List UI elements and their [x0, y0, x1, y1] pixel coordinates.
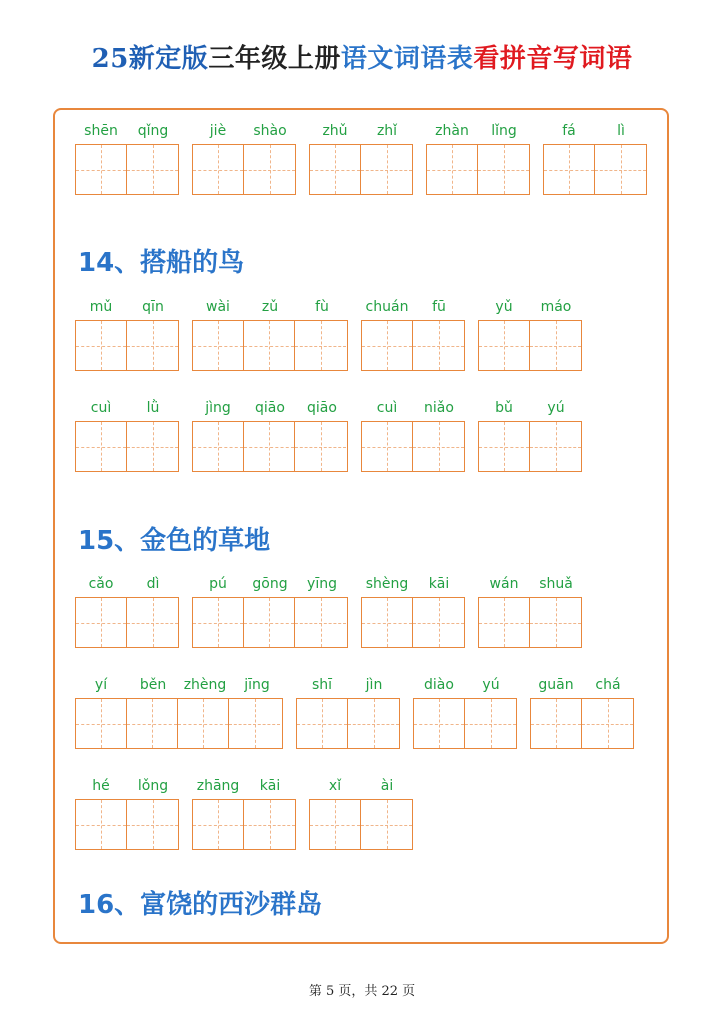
pinyin-line: [75, 575, 179, 597]
tianzige-box[interactable]: [76, 422, 127, 471]
tianzige-box[interactable]: [127, 598, 178, 647]
pinyin-line: [478, 399, 582, 421]
pinyin-syllable: yīng: [307, 576, 337, 592]
pinyin-syllable: kāi: [428, 576, 450, 592]
writing-grid: [361, 421, 465, 472]
pinyin-line: [75, 399, 179, 421]
pinyin-syllable: shēn: [84, 123, 118, 139]
pinyin-syllable: jiè: [209, 123, 227, 139]
tianzige-box[interactable]: [127, 422, 178, 471]
tianzige-box[interactable]: [361, 800, 412, 849]
tianzige-box[interactable]: [413, 598, 464, 647]
pinyin-syllable: zhǔ: [322, 123, 348, 139]
pinyin-syllable: shào: [253, 123, 287, 139]
word-item: [75, 122, 179, 198]
tianzige-box[interactable]: [310, 800, 361, 849]
tianzige-box[interactable]: [127, 321, 178, 370]
pinyin-syllable: zhāng: [196, 778, 240, 794]
writing-grid: [413, 698, 517, 749]
tianzige-box[interactable]: [362, 422, 413, 471]
tianzige-box[interactable]: [244, 145, 295, 194]
word-item: [309, 122, 413, 198]
pinyin-line: [192, 298, 348, 320]
tianzige-box[interactable]: [297, 699, 348, 748]
title-part: 语文词语表: [340, 44, 474, 74]
writing-grid: [75, 320, 179, 371]
pinyin-syllable: bǔ: [495, 400, 513, 416]
pinyin-line: [543, 122, 647, 144]
tianzige-box[interactable]: [193, 800, 244, 849]
tianzige-box[interactable]: [479, 598, 530, 647]
writing-grid: [309, 799, 413, 850]
pinyin-line: [192, 122, 296, 144]
writing-grid: [192, 421, 348, 472]
word-row: [75, 122, 660, 198]
tianzige-box[interactable]: [479, 422, 530, 471]
pinyin-line: [192, 399, 348, 421]
word-item: [75, 399, 179, 475]
tianzige-box[interactable]: [76, 321, 127, 370]
lesson-heading: 15、金色的草地: [78, 526, 271, 556]
tianzige-box[interactable]: [310, 145, 361, 194]
pinyin-syllable: yǔ: [495, 299, 513, 315]
tianzige-box[interactable]: [413, 321, 464, 370]
tianzige-box[interactable]: [427, 145, 478, 194]
tianzige-box[interactable]: [76, 598, 127, 647]
pinyin-syllable: cuì: [90, 400, 112, 416]
tianzige-box[interactable]: [413, 422, 464, 471]
tianzige-box[interactable]: [295, 598, 346, 647]
tianzige-box[interactable]: [544, 145, 595, 194]
word-item: [530, 676, 634, 752]
tianzige-box[interactable]: [362, 321, 413, 370]
tianzige-box[interactable]: [244, 321, 295, 370]
tianzige-box[interactable]: [76, 145, 127, 194]
lesson-heading: 14、搭船的鸟: [78, 248, 245, 278]
tianzige-box[interactable]: [178, 699, 229, 748]
word-row: [75, 399, 595, 475]
pinyin-syllable: yí: [94, 677, 108, 693]
pinyin-line: [361, 298, 465, 320]
writing-grid: [75, 597, 179, 648]
tianzige-box[interactable]: [244, 598, 295, 647]
writing-grid: [192, 799, 296, 850]
pinyin-syllable: fá: [562, 123, 576, 139]
pinyin-syllable: zǔ: [261, 299, 279, 315]
pinyin-syllable: qǐng: [137, 123, 169, 139]
tianzige-box[interactable]: [193, 598, 244, 647]
tianzige-box[interactable]: [595, 145, 646, 194]
word-item: [75, 298, 179, 374]
lesson-heading: 16、富饶的西沙群岛: [78, 890, 323, 920]
tianzige-box[interactable]: [362, 598, 413, 647]
word-item: [478, 399, 582, 475]
word-item: [361, 399, 465, 475]
pinyin-syllable: lǐng: [491, 123, 517, 139]
pinyin-line: [296, 676, 400, 698]
tianzige-box[interactable]: [478, 145, 529, 194]
word-row: [75, 575, 595, 651]
word-row: [75, 676, 647, 752]
pinyin-syllable: yú: [482, 677, 500, 693]
pinyin-line: [75, 298, 179, 320]
pinyin-syllable: dì: [146, 576, 160, 592]
tianzige-box[interactable]: [582, 699, 633, 748]
pinyin-syllable: wán: [489, 576, 519, 592]
writing-grid: [530, 698, 634, 749]
word-item: [192, 122, 296, 198]
pinyin-syllable: guān: [538, 677, 574, 693]
pinyin-line: [361, 575, 465, 597]
writing-grid: [75, 421, 179, 472]
pinyin-syllable: gōng: [252, 576, 288, 592]
word-row: [75, 777, 426, 853]
tianzige-box[interactable]: [127, 800, 178, 849]
pinyin-syllable: qiāo: [255, 400, 285, 416]
pinyin-syllable: kāi: [259, 778, 281, 794]
writing-grid: [478, 597, 582, 648]
pinyin-syllable: lǒng: [137, 778, 169, 794]
title-part: 25新定版: [91, 44, 209, 74]
word-item: [192, 575, 348, 651]
pinyin-syllable: wài: [206, 299, 230, 315]
writing-grid: [361, 597, 465, 648]
pinyin-syllable: zhǐ: [376, 123, 398, 139]
writing-grid: [361, 320, 465, 371]
pinyin-syllable: shī: [311, 677, 333, 693]
pinyin-syllable: jìng: [205, 400, 231, 416]
pinyin-line: [192, 575, 348, 597]
pinyin-syllable: zhèng: [183, 677, 227, 693]
pinyin-line: [530, 676, 634, 698]
pinyin-syllable: mǔ: [89, 299, 113, 315]
pinyin-syllable: lì: [617, 123, 625, 139]
tianzige-box[interactable]: [530, 598, 581, 647]
tianzige-box[interactable]: [465, 699, 516, 748]
word-row: [75, 298, 595, 374]
pinyin-line: [478, 575, 582, 597]
pinyin-syllable: lǜ: [146, 400, 160, 416]
tianzige-box[interactable]: [229, 699, 280, 748]
pinyin-syllable: shuǎ: [539, 576, 573, 592]
tianzige-box[interactable]: [530, 321, 581, 370]
tianzige-box[interactable]: [127, 145, 178, 194]
pinyin-syllable: pú: [209, 576, 227, 592]
pinyin-syllable: xǐ: [328, 778, 342, 794]
pinyin-syllable: niǎo: [424, 400, 454, 416]
writing-grid: [192, 597, 348, 648]
word-item: [413, 676, 517, 752]
word-item: [192, 777, 296, 853]
word-item: [296, 676, 400, 752]
tianzige-box[interactable]: [414, 699, 465, 748]
writing-grid: [309, 144, 413, 195]
pinyin-line: [192, 777, 296, 799]
pinyin-syllable: běn: [139, 677, 167, 693]
word-item: [543, 122, 647, 198]
page-footer: 第 5 页，共 22 页: [308, 984, 416, 999]
pinyin-line: [426, 122, 530, 144]
tianzige-box[interactable]: [193, 321, 244, 370]
pinyin-syllable: hé: [92, 778, 110, 794]
word-item: [75, 575, 179, 651]
pinyin-line: [478, 298, 582, 320]
tianzige-box[interactable]: [244, 800, 295, 849]
tianzige-box[interactable]: [295, 422, 346, 471]
page-title: [0, 38, 724, 75]
pinyin-syllable: shèng: [365, 576, 409, 592]
word-item: [192, 399, 348, 475]
pinyin-syllable: cuì: [376, 400, 398, 416]
tianzige-box[interactable]: [530, 422, 581, 471]
word-item: [361, 575, 465, 651]
pinyin-line: [75, 122, 179, 144]
title-part: 看拼音写词语: [473, 44, 633, 74]
pinyin-syllable: chá: [595, 677, 621, 693]
word-item: [75, 777, 179, 853]
tianzige-box[interactable]: [76, 800, 127, 849]
writing-grid: [426, 144, 530, 195]
writing-grid: [75, 698, 283, 749]
word-item: [426, 122, 530, 198]
word-item: [478, 575, 582, 651]
pinyin-line: [309, 122, 413, 144]
pinyin-syllable: cǎo: [88, 576, 114, 592]
pinyin-syllable: chuán: [365, 299, 409, 315]
word-item: [361, 298, 465, 374]
writing-grid: [478, 320, 582, 371]
pinyin-syllable: yú: [547, 400, 565, 416]
tianzige-box[interactable]: [295, 321, 346, 370]
writing-grid: [296, 698, 400, 749]
title-part: 三年级上册: [208, 44, 341, 74]
word-item: [75, 676, 283, 752]
writing-grid: [192, 144, 296, 195]
tianzige-box[interactable]: [76, 699, 127, 748]
pinyin-syllable: diào: [424, 677, 454, 693]
pinyin-line: [75, 676, 283, 698]
writing-grid: [75, 799, 179, 850]
word-item: [478, 298, 582, 374]
writing-grid: [543, 144, 647, 195]
tianzige-box[interactable]: [531, 699, 582, 748]
pinyin-syllable: qīn: [142, 299, 164, 315]
pinyin-syllable: qiāo: [307, 400, 337, 416]
pinyin-syllable: máo: [540, 299, 572, 315]
writing-grid: [192, 320, 348, 371]
pinyin-line: [361, 399, 465, 421]
writing-grid: [75, 144, 179, 195]
word-item: [192, 298, 348, 374]
word-item: [309, 777, 413, 853]
pinyin-syllable: fù: [315, 299, 329, 315]
tianzige-box[interactable]: [193, 422, 244, 471]
tianzige-box[interactable]: [127, 699, 178, 748]
tianzige-box[interactable]: [348, 699, 399, 748]
tianzige-box[interactable]: [479, 321, 530, 370]
tianzige-box[interactable]: [244, 422, 295, 471]
tianzige-box[interactable]: [361, 145, 412, 194]
pinyin-line: [413, 676, 517, 698]
pinyin-syllable: ài: [380, 778, 394, 794]
pinyin-syllable: fū: [432, 299, 446, 315]
pinyin-syllable: zhàn: [435, 123, 469, 139]
writing-grid: [478, 421, 582, 472]
tianzige-box[interactable]: [193, 145, 244, 194]
pinyin-line: [309, 777, 413, 799]
pinyin-line: [75, 777, 179, 799]
pinyin-syllable: jīng: [244, 677, 270, 693]
pinyin-syllable: jìn: [365, 677, 383, 693]
